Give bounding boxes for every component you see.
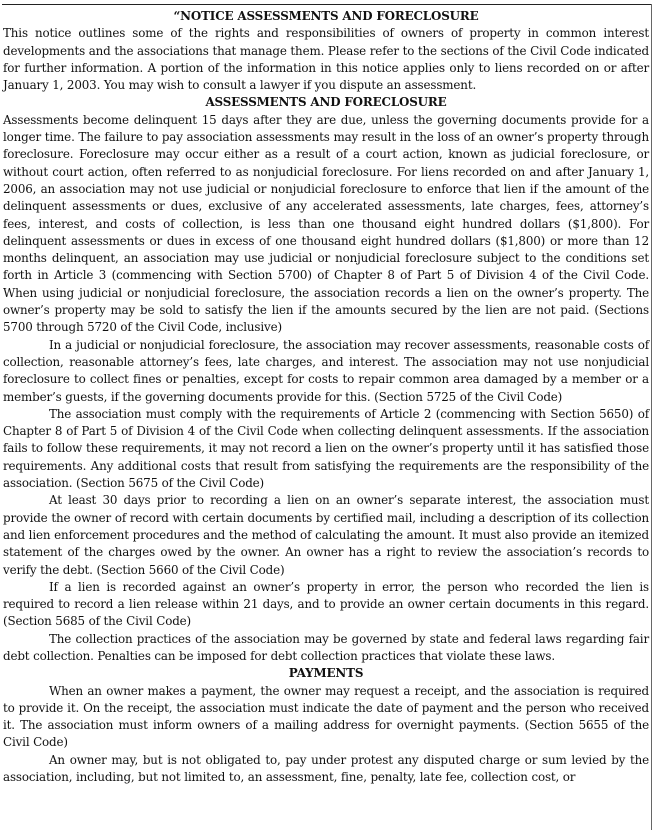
paragraph-debt-collection: The collection practices of the association may be governed by state and federal laws regarding fair debt collection. Penalties can be imposed for debt collection practices that violate these laws. xyxy=(3,631,649,663)
top-rule xyxy=(2,4,652,5)
paragraph-recovery: In a judicial or nonjudicial foreclosure, the association may recover assessments, reasonable costs of collection, reasonable attorney’s fees, late charges, and interest. The association may not use nonjudicial foreclosure to collect fines or penalties, except for costs to repair common area damaged by a member or a member’s guests, if the governing documents provide for this. (Section 5725 of the Civil Code) xyxy=(3,337,649,404)
right-margin-rule xyxy=(651,4,652,830)
intro-paragraph: This notice outlines some of the rights and responsibilities of owners of property in common interest developments and the associations that manage them. Please refer to the sections of the Civil Code indicated for further information. A portion of the information in this notice applies only to liens recorded on or after January 1, 2003. You may wish to consult a lawyer if you dispute an assessment. xyxy=(3,26,649,93)
paragraph-compliance: The association must comply with the requirements of Article 2 (commencing with Section 5650) of Chapter 8 of Part 5 of Division 4 of the Civil Code when collecting delinquent assessments. If the association fails to follow these requirements, it may not record a lien on the owner’s property until it has satisfied those requirements. Any additional costs that result from satisfying the requirements are the responsibility of the association. (Section 5675 of the Civil Code) xyxy=(3,406,649,491)
document-title: “NOTICE ASSESSMENTS AND FORECLOSURE xyxy=(173,9,479,23)
paragraph-receipt: When an owner makes a payment, the owner may request a receipt, and the association is required to provide it. On the receipt, the association must indicate the date of payment and the person who received it. The association must inform owners of a mailing address for overnight payments. (Section 5655 of the Civil Code) xyxy=(3,683,649,750)
paragraph-lien-error: If a lien is recorded against an owner’s property in error, the person who recorded the lien is required to record a lien release within 21 days, and to provide an owner certain documents in this regard. (Section 5685 of the Civil Code) xyxy=(3,579,649,629)
notice-document xyxy=(3,8,649,786)
paragraph-notice-prior-lien: At least 30 days prior to recording a lien on an owner’s separate interest, the association must provide the owner of record with certain documents by certified mail, including a description of its collection and lien enforcement procedures and the method of calculating the amount. It must also provide an itemized statement of the charges owed by the owner. An owner has a right to review the association’s records to verify the debt. (Section 5660 of the Civil Code) xyxy=(3,493,649,577)
section-heading-assessments: ASSESSMENTS AND FORECLOSURE xyxy=(205,95,447,110)
paragraph-protest: An owner may, but is not obligated to, pay under protest any disputed charge or sum levied by the association, including, but not limited to, an assessment, fine, penalty, late fee, collection cost, or xyxy=(3,752,649,785)
section-heading-payments: PAYMENTS xyxy=(288,666,364,681)
paragraph-delinquency: Assessments become delinquent 15 days after they are due, unless the governing documents provide for a longer time. The failure to pay association assessments may result in the loss of an owner’s property through foreclosure. Foreclosure may occur either as a result of a court action, known as judicial foreclosure, or without court action, often referred to as nonjudicial foreclosure. For liens recorded on and after January 1, 2006, an association may not use judicial or nonjudicial foreclosure to enforce that lien if the amount of the delinquent assessments or dues, exclusive of any accelerated assessments, late charges, fees, attorney’s fees, interest, and costs of collection, is less than one thousand eight hundred dollars ($1,800). For delinquent assessments or dues in excess of one thousand eight hundred dollars ($1,800) or more than 12 months delinquent, an association may use judicial or nonjudicial foreclosure subject to the conditions set forth in Article 3 (commencing with Section 5700) of Chapter 8 of Part 5 of Division 4 of the Civil Code. When using judicial or nonjudicial foreclosure, the association records a lien on the owner’s property. The owner’s property may be sold to satisfy the lien if the amounts secured by the lien are not paid. (Sections 5700 through 5720 of the Civil Code, inclusive) xyxy=(3,112,649,335)
